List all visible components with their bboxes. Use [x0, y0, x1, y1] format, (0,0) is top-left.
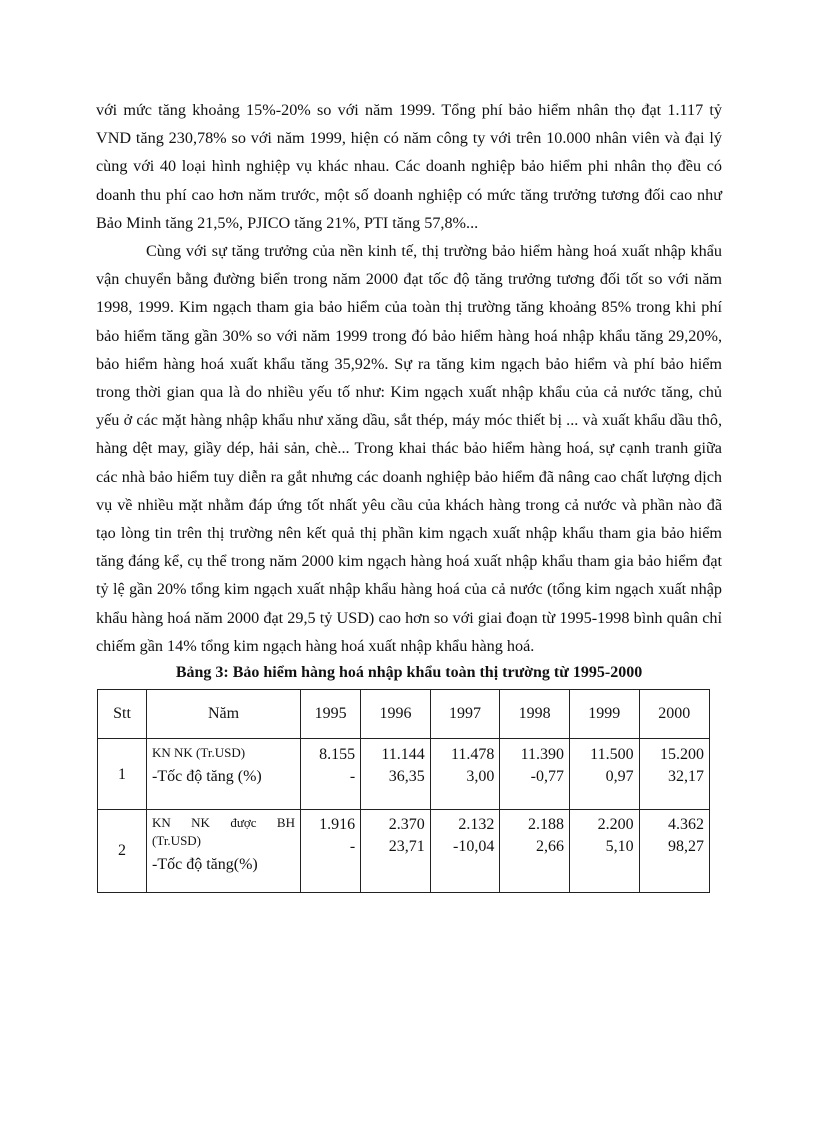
value: 1.916 [319, 816, 356, 834]
table-row [98, 810, 710, 893]
row-rate-label: -Tốc độ tăng (%) [152, 768, 262, 786]
value: 2.188 [527, 816, 564, 834]
rate: 0,97 [605, 768, 634, 786]
row-stt: 1 [98, 739, 147, 810]
cell-1995 [301, 810, 361, 893]
paragraph-1: với mức tăng khoảng 15%-20% so với năm 1999. Tổng phí bảo hiểm nhân thọ đạt 1.117 tỷ VND tăng 230,78% so với năm 1999, hiện có năm công ty với trên 10.000 nhân viên và đại lý cùng với 40 loại hình nghiệp vụ khác nhau. Các doanh nghiệp bảo hiểm phi nhân thọ đều có doanh thu phí cao hơn năm trước, một số doanh nghiệp có mức tăng trưởng tương đối cao như Bảo Minh tăng 21,5%, PJICO tăng 21%, PTI tăng 57,8%... [96, 101, 722, 232]
row-metric-label: KN NK (Tr.USD) [152, 745, 246, 761]
cell-1995 [301, 739, 361, 810]
cell-1998 [500, 739, 570, 810]
value: 2.370 [388, 816, 425, 834]
table-caption: Bảng 3: Bảo hiểm hàng hoá nhập khẩu toàn thị trường từ 1995-2000 [175, 664, 643, 682]
value: 11.390 [520, 746, 564, 764]
value: 11.500 [590, 746, 634, 764]
cell-1999 [569, 810, 639, 893]
paragraph-2: Cùng với sự tăng trưởng của nền kinh tế, thị trường bảo hiểm hàng hoá xuất nhập khẩu vận chuyển bằng đường biển trong năm 2000 đạt tốc độ tăng trưởng tương đối tốt so với năm 1998, 1999. Kim ngạch tham gia bảo hiểm của toàn thị trường tăng khoảng 85% trong khi phí bảo hiểm tăng gần 30% so với năm 1999 trong đó bảo hiểm hàng hoá nhập khẩu tăng 29,20%, bảo hiểm hàng hoá xuất khẩu tăng 35,92%. Sự ra tăng kim ngạch bảo hiểm và phí bảo hiểm trong thời gian qua là do nhiều yếu tố như: Kim ngạch xuất nhập khẩu của cả nước tăng, chủ yếu ở các mặt hàng nhập khẩu như xăng dầu, sắt thép, máy móc thiết bị ... và xuất khẩu dầu thô, hàng dệt may, giầy dép, hải sản, chè... Trong khai thác bảo hiểm hàng hoá, sự cạnh tranh giữa các nhà bảo hiểm tuy diễn ra gắt nhưng các doanh nghiệp bảo hiểm đã nâng cao chất lượng dịch vụ về nhiều mặt nhằm đáp ứng tốt nhất yêu cầu của khách hàng trong cả nước và phần nào đã tạo lòng tin trên thị trường nên kết quả thị phần kim ngạch xuất nhập khẩu tham gia bảo hiểm tăng đáng kể, cụ thể trong năm 2000 kim ngạch hàng hoá xuất nhập khẩu tham gia bảo hiểm đạt tỷ lệ gần 20% tổng kim ngạch xuất nhập khẩu hàng hoá của cả nước (tổng kim ngạch xuất nhập khẩu hàng hoá năm 2000 đạt 29,5 tỷ USD) cao hơn so với giai đoạn từ 1995-1998 bình quân chỉ chiếm gần 14% tổng kim ngạch hàng hoá xuất nhập khẩu hàng hoá. [96, 242, 722, 655]
header-1999: 1999 [569, 690, 639, 739]
value: 8.155 [319, 746, 356, 764]
document-page [96, 96, 722, 893]
rate: 36,35 [388, 768, 425, 786]
cell-1996 [361, 739, 431, 810]
header-2000: 2000 [639, 690, 709, 739]
cell-1998 [500, 810, 570, 893]
table-header-row [98, 690, 710, 739]
cell-1996 [361, 810, 431, 893]
value: 11.144 [381, 746, 425, 764]
rate: 23,71 [388, 838, 425, 856]
row-label [147, 739, 301, 810]
rate: 98,27 [668, 838, 704, 856]
rate: -0,77 [530, 768, 564, 786]
header-year-label: Năm [147, 690, 301, 739]
cell-1999 [569, 739, 639, 810]
cell-2000 [639, 810, 709, 893]
value: 4.362 [668, 816, 704, 834]
header-1997: 1997 [430, 690, 500, 739]
row-stt: 2 [98, 810, 147, 893]
table-row [98, 739, 710, 810]
value: 15.200 [660, 746, 704, 764]
cell-1997 [430, 810, 500, 893]
rate: 32,17 [668, 768, 704, 786]
header-stt: Stt [98, 690, 147, 739]
cell-2000 [639, 739, 709, 810]
cell-1997 [430, 739, 500, 810]
rate: 2,66 [535, 838, 564, 856]
rate: 5,10 [605, 838, 634, 856]
value: 2.200 [597, 816, 634, 834]
import-insurance-table [97, 689, 710, 893]
header-1996: 1996 [361, 690, 431, 739]
header-1998: 1998 [500, 690, 570, 739]
row-metric-label: KN NK được BH (Tr.USD) [152, 815, 295, 849]
value: 11.478 [450, 746, 495, 764]
rate: - [349, 838, 356, 856]
row-rate-label: -Tốc độ tăng(%) [152, 856, 258, 874]
value: 2.132 [458, 816, 495, 834]
rate: 3,00 [466, 768, 495, 786]
header-1995: 1995 [301, 690, 361, 739]
row-label [147, 810, 301, 893]
rate: - [349, 768, 356, 786]
rate: -10,04 [453, 838, 495, 856]
